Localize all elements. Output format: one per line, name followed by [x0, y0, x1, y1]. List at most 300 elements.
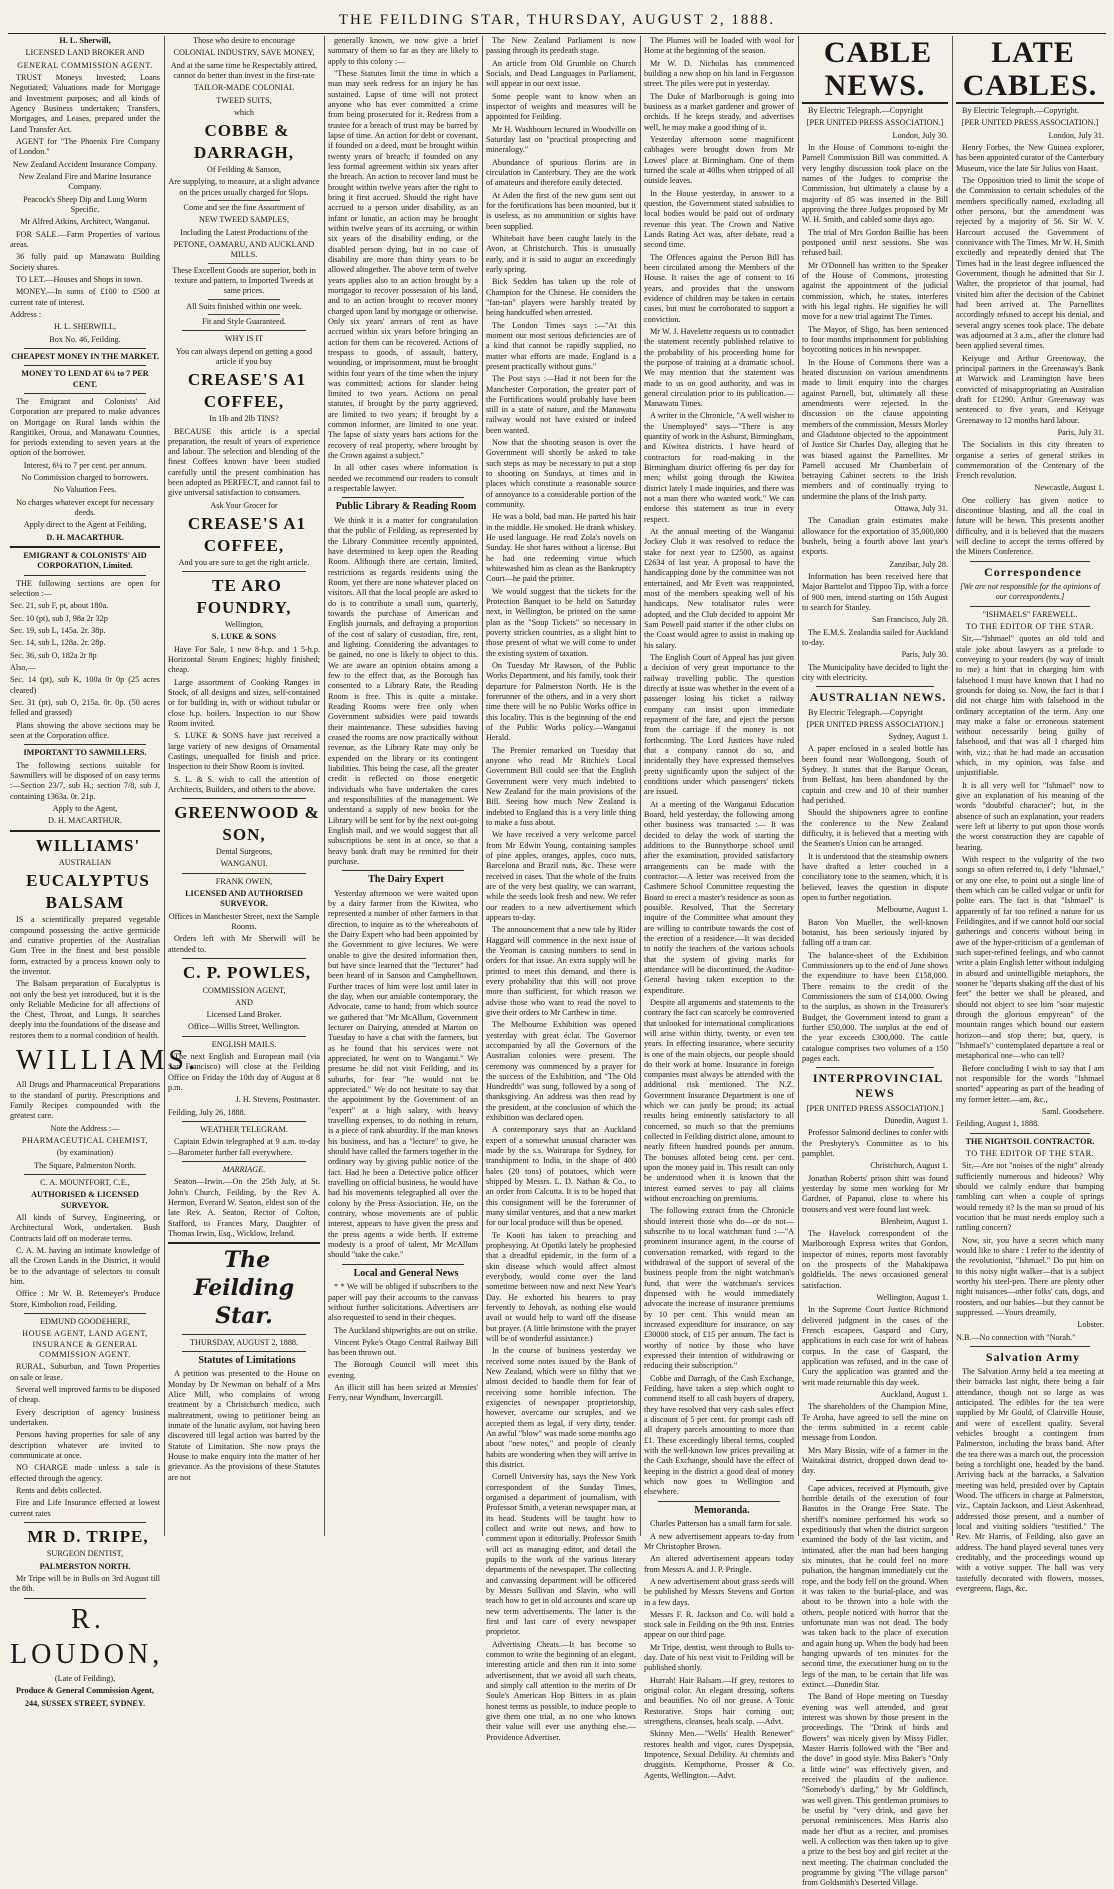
text-paragraph: We would suggest that the tickets for the Protection Banquet to be held on Saturday next, in Wellington, be printed on the same plan as the "Soup Tickets" so necessary in poverty stricken countries, as a slight hint to those present of what we will come to under the existing system of taxation. [486, 586, 636, 658]
text-paragraph: Mr Tripe will be in Bulls on 3rd August till the 8th. [10, 1573, 160, 1594]
section-heading: Statutes of Limitations [198, 1354, 296, 1366]
text-paragraph: PALMERSTON NORTH. [39, 1561, 131, 1571]
column-rule [164, 36, 165, 1536]
text-paragraph: Peacock's Sheep Dip and Lung Worm Specific. [23, 194, 147, 214]
text-paragraph: COLONIAL INDUSTRY, SAVE MONEY, [173, 48, 315, 58]
text-paragraph: Professor Salmond declines to confer with the Presbytery's Committee as to his pamphlet. [802, 1128, 948, 1158]
text-paragraph: Address : [10, 309, 42, 319]
text-paragraph: One colliery has given notice to discontinue blasting, and all the coal in future will be hewn. This presents another difficulty, and it is believed that the masters will decline to accept the terms offered by the Miners Conference. [956, 495, 1104, 557]
column-rule [324, 36, 325, 1536]
column-1 [10, 36, 199, 1708]
display-heading: CREASE'S A1 COFFEE, [187, 514, 307, 555]
text-paragraph: Sir,—Are not "noises of the night" already sufficiently numerous and hideous? Why should we calmly endure that bumping rambling cart when a couple of springs would remedy it? Is the man so proud of his vocation that he must needs employ such a rattling concern? [956, 1161, 1104, 1233]
rule-divider [816, 1067, 934, 1068]
section-heading: Correspondence [984, 564, 1082, 579]
text-paragraph: Skinny Men.—"Wells' Health Renewer" restores health and vigor, cures Dyspepsia, Impotence, Sexual Debility. At chemists and druggists. Kempthorne, Prosser & Co. Agents, Wellington.—Advt. [644, 1729, 794, 1780]
text-paragraph: Dental Surgeons, [215, 847, 273, 857]
text-paragraph: Mr Tripe, dentist, went through to Bulls to-day. Date of his next visit to Feilding will be published shortly. [644, 1642, 794, 1673]
display-heading: EUCALYPTUS BALSAM [26, 871, 150, 912]
display-heading: The Feilding Star. [193, 1247, 295, 1329]
text-paragraph: MARRIAGE. [222, 1165, 266, 1175]
text-paragraph: An article from Old Grumble on Church Socials, and Dead Languages in Parliament, will appear in our next issue. [486, 58, 636, 89]
text-paragraph: The Havelock correspondent of the Marlborough Express writes that Gordon, inspector of mines, reports most favorably on the prospects of the Mahakipawa goldfields. The news occasioned general satisfaction. [802, 1229, 948, 1290]
text-paragraph: [PER UNITED PRESS ASSOCIATION.] [961, 118, 1099, 128]
text-paragraph: THURSDAY, AUGUST 2, 1888. [189, 1337, 299, 1347]
text-paragraph: At a meeting of the Wanganui Education Board, held yesterday, the following among other business was transacted :— It was decided to delay the work of starting the additions to the Bunnythorpe school until after the examination, provided satisfactory arrangements can be made with the contractor.—A letter was received from the Cashmere School Committee requesting the Board to erect a master's residence as soon as possible. Resolved, That the Secretary inquire of the Committee what amount they are willing to contribute towards the cost of the erection of a residence.—It was decided to notify the teachers of the various schools that the system of giving marks for attendance will be discontinued, the Auditor-General having taken exception to the expenditure. [644, 799, 794, 995]
column-rule [640, 36, 641, 1536]
text-paragraph: Fire and Life Insurance effected at lowest current rates [10, 1498, 160, 1518]
text-paragraph: [PER UNITED PRESS ASSOCIATION.] [806, 1103, 944, 1113]
column-rule [798, 36, 799, 1536]
section-heading: Memoranda. [694, 1504, 750, 1516]
text-paragraph: At Aden the first of the new guns sent out for the fortifications has been mounted, but it is useless, as no ammunition or sights have been supplied. [486, 190, 636, 231]
rule-divider [168, 1242, 320, 1244]
text-paragraph: Should the shipowners agree to confine the conference to the New Zealand difficulty, it is believed that a meeting with the Seamen's Union can be arranged. [802, 808, 948, 849]
rule-divider [24, 1174, 146, 1175]
display-heading: C. P. POWLES, [182, 963, 312, 983]
text-paragraph: PHARMACEUTICAL CHEMIST, [21, 1136, 149, 1146]
text-paragraph: The E.M.S. Zealandia sailed for Auckland to-day. [802, 627, 948, 648]
text-paragraph: TAILOR-MADE COLONIAL [193, 83, 295, 93]
text-paragraph: The Socialists in this city threaten to organise a series of general strikes in commemoration of the Centenary of the French revolution. [956, 440, 1104, 481]
text-paragraph: AND [235, 997, 253, 1007]
text-paragraph: [PER UNITED PRESS ASSOCIATION.] [806, 118, 944, 128]
text-paragraph: Sec. 10 (pt), sub J, 98a 2r 32p [10, 613, 108, 623]
text-paragraph: Mr Alfred Atkins, Architect, Wanganui. [20, 217, 150, 227]
text-paragraph: And at the same time be Respectably attired, cannot do better than invest in the first-rate [170, 60, 318, 80]
text-paragraph: C. A. MOUNTFORT, C.E., [40, 1178, 130, 1188]
text-paragraph: "These Statutes limit the time in which a man may seek redress for an injury he has sustained. Lapse of time will not protect anyone who has ever committed a crime from being prosecuted for it. Redress from a trustee for a breach of trust may be barred by lapse of time. An action for debt or covenant, if founded on a deed, must be brought within twenty years of breach; if founded on any less formal agreement within six years after the breach. An action to recover land must be brought within twelve years after the right to bring it first accrued. Should the right have accrued to a person under disability, as an infant or lunatic, an action may be brought within twelve years of its accruing, or within six years of the disability ending, or the disabled person dying, but in no case of disability are more than thirty years to be allowed altogether. The above term of twelve years applies also to an action brought by a mortgagor to recover possession of his land, and to an action brought to recover money charged upon land by mortgage or otherwise. Only six years' arrears of rent as have accrued within six years before bringing an action for them can be recovered. Actions of trespass to goods, of assault, battery, wounding, or imprisonment, must be brought within four years of the time when the injury was committed; actions for slander being limited to two years. Actions on penal statutes, if brought by the party aggrieved, are limited to two years; if brought by a common informer, are limited to one year. The lapse of sixty years bars actions for the recovery of real property, where brought by the Crown against a subject." [328, 68, 478, 461]
text-paragraph: The London Times says :—"At this moment our most serious deficiencies are of a kind that cannot be rapidly supplied, no matter what efforts are made. England is a present practically without guns." [486, 320, 636, 371]
text-paragraph: AUSTRALIAN [58, 858, 112, 868]
text-paragraph: THE NIGHTSOIL CONTRACTOR. [965, 1136, 1095, 1146]
text-paragraph: Zanzibar, July 28. [889, 559, 948, 569]
text-paragraph: Newcastle, August 1. [1034, 483, 1104, 493]
text-paragraph: The balance-sheet of the Exhibition Commissioners up to the end of June shows the expenditure to have been £158,000. There remains to the credit of the Commissioners the sum of £14,000. Owing to the surplus, as shown in the Treasurer's Budget, the Government intend to grant a further £50,000. The surplus at the end of the year exceeds £300,000. The cattle catalogue comprises two volumes of a 150 pages each. [802, 950, 948, 1063]
masthead-rule [8, 33, 1106, 34]
rule-divider [208, 299, 280, 300]
text-paragraph: Those who desire to encourage [193, 36, 295, 45]
text-paragraph: WANGANUI. [220, 859, 268, 869]
text-paragraph: The Auckland shipwrights are out on strike. [334, 1325, 478, 1335]
text-paragraph: The Post says :—Had it not been for the Manchester Corporation, the greater part of the Fortifications would probably have been still in a state of nature, and the Manawatu railway would not have existed or indeed been wanted. [486, 374, 636, 435]
rule-divider [342, 1264, 464, 1265]
text-paragraph: Box No. 46, Feilding. [49, 334, 121, 344]
text-paragraph: You can always depend on getting a good article if you buy [175, 346, 313, 367]
section-heading: Local and General News [353, 1267, 459, 1279]
text-paragraph: A paper enclosed in a sealed bottle has been found near Wollongong, South of Sydney. It states that the Barque Ocean, from Belfast, has been abandoned by the captain and crew and 10 of their number had perished. [802, 744, 948, 806]
column-3 [328, 36, 478, 1536]
text-paragraph: In the House of Commons there was a heated discussion on various amendments made to limit enquiry into the charges against Parnell, but, ultimately all these amendments were rejected. In the discussion on the clause appointing members of the commission, Messrs Morley and Gladstone objected to the appointment of Justice Sir Charles Day, alleging that he was biased against the Parnellites. Mr Parnell accused Mr Chamberlain of betraying Cabinet secrets to the Irish members and of continually trying to undermine the plans of the Irish party. [802, 357, 948, 501]
rule-divider [24, 1598, 146, 1599]
text-paragraph: Sec. 14, sub L, 128a. 2r. 28p. [10, 638, 106, 648]
rule-divider [342, 497, 464, 498]
text-paragraph: Wellington, [224, 620, 264, 630]
rule-divider [970, 606, 1090, 607]
text-paragraph: Cape advices, received at Plymouth, give horrible details of the execution of four Basutos in the Orange Free State. The sheriff's nominee performed his work so expeditiously that when the district surgeon examined the body of the last victim, and intimated, after the man had been hanging six minutes, that he could feel no more pulsation, the hangman immediately cut the rope, and the body fell on the ground. When it was taken to the burial-place, and was about to be thrown into a hole with the others, people noticed with horror that the unfortunate man was not dead. The body was taken back to the place of execution and again hung up. When the body had been hanging upwards of ten minutes for the second time, the executioner hung on to the legs of the man, to be certain that life was extinct.—Dunedin Star. [802, 1483, 948, 1689]
text-paragraph: Office—Willis Street, Wellington. [188, 1022, 300, 1032]
text-paragraph: The Band of Hope meeting on Tuesday evening was well attended, and great interest was shown by those present in the proceedings. The "Drink of birds and flowers" was nicely given by Missy Fidler. Master Harris followed with the "Bee and the dove" in good style. Miss Baker's "Only a little wine" was effectively given, and received the plaudits of the audience. "Somebody's darling," by Mr Goldfinch, was well given. This gentleman promises to be useful by "very drink, and gave her personal reminiscences. Miss Harris also made her d'but as a reciter, and promises well. A collection was then taken up to give a prize to the best boy and girl reciter at the next meeting. The chairman concluded the programme by giving "The village parson" from Goldsmith's Deserted Village. [802, 1692, 948, 1888]
text-paragraph: Interest, 6¼ to 7 per cent. per annum. [23, 460, 147, 470]
display-heading: MR D. TRIPE, [27, 1526, 149, 1546]
text-paragraph: The Offences against the Person Bill has been circulated among the Members of the House. It raises the age of consent to 16 years, and provides that the unsworn evidence of children may be taken in certain cases, but must be corroborated to support a conviction. [644, 252, 794, 324]
rule-divider [208, 263, 280, 264]
text-paragraph: Henry Forbes, the New Guinea explorer, has been appointed curator of the Canterbury Museum, vice the late Sir Julius von Haast. [956, 142, 1104, 173]
text-paragraph: No charges whatever except for necessary deeds. [16, 497, 154, 518]
text-paragraph: Saml. Goodsehere. [1041, 1106, 1104, 1116]
text-paragraph: And you are sure to get the right article. [178, 557, 310, 567]
rule-divider [970, 1133, 1090, 1134]
text-paragraph: All Suits finished within one week. [186, 301, 302, 311]
text-paragraph: Every description of agency business undertaken. [10, 1407, 160, 1427]
section-heading: Public Library & Reading Room [335, 501, 477, 513]
text-paragraph: The announcement that a new tale by Rider Haggard will commence in the next issue of the Yeoman is causing numbers to send in orders for that issue. An extra supply will be printed to meet this demand, and there is every probability that this will not prove more than sufficient, for which reason we advise those who want to read the novel to give their orders to Mr Carthew in time. [486, 925, 636, 1017]
rule-divider [658, 1501, 780, 1502]
text-paragraph: TO LET.—Houses and Shops in town. [16, 274, 143, 284]
section-heading: INTERPROVINCIAL NEWS [812, 1071, 944, 1101]
text-paragraph: IMPORTANT TO SAWMILLERS. [23, 748, 147, 758]
text-paragraph: N.B.—No connection with "Norah." [956, 1332, 1076, 1342]
rule-divider [182, 798, 306, 799]
text-paragraph: Yesterday afternoon we were waited upon by a dairy farmer from the Kiwitea, who represented a number of other farmers in that direction, to inquire as to the whereabouts of the Dairy Expert who had been appointed by the Government to give lectures. We were unable to give the desired information then, but have since learned that the "lecturer" had been heard of in Sanson and Campbelltown. Further traces of him were lost until later in the day, when our amiable contemporary, the Advocate, came to hand; from which source we gathered that "Mr McAllum, Government lecturer on Dairying, attended at Marton on Tuesday to have a chat with the farmers, but as he found that his services were not appreciated, he went on to Wanganui." We presume he did not visit Feilding, and its suburbs, for fear "he would not be appreciated." We do not hesitate to say that the appointment by the Government of an "expert" at a high salary, with heavy travelling expenses, to do nothing in return, is a piece of rank absurdity. If the man knows his business, and has a "lecture" to give, he should have called the farmers together in the ordinary way by giving public notice of the fact. Had he been a Detective police officer travelling on official business, he would have had his movements telegraphed all over the colony by the Press Association. He, on the contrary, whose movements are of public interest, appears to have given the press and the press agents a wide berth. If extreme modesty is a proof of talent, Mr McAllum should "take the cake." [328, 888, 478, 1260]
section-heading: AUSTRALIAN NEWS. [809, 690, 947, 705]
text-paragraph: London, July 30. [892, 130, 948, 140]
rule-divider [970, 561, 1090, 562]
text-paragraph: Mrs Mary Bissin, wife of a farmer in the Waitakirai district, dropped down dead to-day. [802, 1445, 948, 1476]
text-paragraph: RURAL, Suburban, and Town Properties on sale or lease. [10, 1362, 160, 1382]
text-paragraph: Come and see the fine Assortment of [183, 203, 305, 213]
text-paragraph: Sec. 31 (pt), sub O, 215a. 0r. 0p. (50 acres felled and grassed) [10, 698, 160, 718]
text-paragraph: A contemporary says that an Auckland expert of a somewhat unusual character was made by the s.s. Wairarapa for Sydney, for transhipment to India, in the shape of 400 bales (20 tons) of potatoes, which were shipped by Messrs. L. D. Nathan & Co., to an order from Calcutta. It is to be hoped that this consignment will be the forerunner of many similar ventures, and that a new market for our local produce will thus be opened. [486, 1125, 636, 1228]
rule-divider [182, 1334, 306, 1335]
masthead [0, 0, 1114, 34]
text-paragraph: Advertising Cheats.—It has become so common to write the beginning of an elegant, interesting article and then run it into some advertisement, that we avoid all such cheats, and simply call attention to the merits of Dr Soule's American Hop Bitters in as plain honest terms as possible, to induce people to give them one trial, as no one who knows their value will ever use anything else.—Providence Advertiser. [486, 1639, 636, 1742]
text-paragraph: On Tuesday Mr Rawson, of the Public Works Department, and his family, took their departure for Palmerston North. He is the forerunner of the others, and in a very short time there will be no Public Works office in this locality. This is the beginning of the end of the Public Works policy.—Wanganui Herald. [486, 661, 636, 743]
text-paragraph: Large assortment of Cooking Ranges in Stock, of all designs and sizes, self-contained or for building in, with or without tubular or close h.p. boilers. Inspection to our Show Room invited. [168, 677, 320, 729]
text-paragraph: Sec. 14 (pt), sub K, 100a 0r 0p (25 acres cleared) [10, 675, 160, 695]
text-paragraph: Bick Sedden has taken up the role of Champion for the Chinese. He considers the "fan-tan" players were harshly treated by being handcuffed when arrested. [486, 277, 636, 318]
text-paragraph: D. H. MACARTHUR. [46, 532, 124, 542]
column-rule [952, 36, 953, 1536]
text-paragraph: H. L. Sherwill, [59, 36, 111, 45]
rule-divider [208, 314, 280, 315]
text-paragraph: The Emigrant and Colonists' Aid Corporation are prepared to make advances on Mortgage on Rural lands within the Rangitikei, Oroua, and Manawatu Counties, for periods extending to seven years at the option of the borrower. [10, 396, 160, 458]
rule-divider [24, 393, 146, 394]
rule-divider [24, 348, 146, 349]
masthead-title: THE FEILDING STAR, THURSDAY, AUGUST 2, 1888. [338, 12, 776, 28]
text-paragraph: ENGLISH MAILS. [211, 1039, 277, 1049]
rule-divider [10, 546, 160, 548]
text-paragraph: Have For Sale, 1 new 8-h.p. and 1 5-h.p. Horizontal Steam Engines; highly finished; cheap. [168, 644, 320, 675]
rule-divider [24, 575, 146, 576]
text-paragraph: The Square, Palmerston North. [34, 1160, 136, 1170]
text-paragraph: In the House of Commons to-night the Parnell Commission Bill was committed. A very lengthy discussion took place on the names of the Judges to comprise the Commission, but ultimately a clause by a majority of 85 was inserted in the Bill approving the three Judges proposed by Mr W. H. Smith, and cabled some days ago. [802, 142, 948, 225]
rule-divider [24, 1313, 146, 1314]
text-paragraph: IS a scientifically prepared vegetable compound possessing the active germicide and curative properties of the Australian Gum Tree in the finest and best possible form, extracted by a process known only to the inventor. [10, 915, 160, 976]
text-paragraph: HOUSE AGENT, LAND AGENT, INSURANCE & GENERAL COMMISSION AGENT. [22, 1329, 148, 1359]
text-paragraph: By Electric Telegraph.—Copyright. [962, 106, 1080, 115]
text-paragraph: (by examination) [56, 1148, 114, 1158]
text-paragraph: The Melbourne Exhibition was opened yesterday with great éclat. The Governor accompanied by all the Governors of the Australian colonies were present. The ceremony was commenced by a prayer for the success of the Exhibition, and "The Old Hundredth" was sung, followed by a song of thanksgiving. An address was then read by the president, at the conclusion of which the exhibition was declared open. [486, 1020, 636, 1123]
text-paragraph: THE following sections are open for selection :— [10, 578, 160, 599]
text-paragraph: The following sections suitable for Sawmillers will be disposed of on easy terms :—Section 23/7, sub H.; section 7/8, sub J, containing 1363a. 0r. 21p. [10, 760, 160, 801]
text-paragraph: Ottawa, July 31. [894, 504, 948, 514]
text-paragraph: 244, SUSSEX STREET, SYDNEY. [24, 1698, 146, 1708]
text-paragraph: An altered advertisement appears today from Messrs A. and J. P. Pringle. [644, 1554, 794, 1574]
text-paragraph: SURGEON DENTIST, [46, 1549, 124, 1559]
text-paragraph: LICENSED AND AUTHORISED SURVEYOR. [185, 889, 303, 909]
text-paragraph: Licensed Land Broker. [206, 1010, 282, 1020]
text-paragraph: In the House yesterday, in answer to a question, the Government stated subsidies to local bodies would be paid out of ordinary revenue this year. The Crown and Native Lands Rating Act was, after debate, read a second time. [644, 188, 794, 250]
display-heading: TE ARO FOUNDRY, [196, 576, 292, 617]
rule-divider [816, 1480, 934, 1481]
text-paragraph: AUTHORISED & LICENSED SURVEYOR. [31, 1190, 139, 1210]
text-paragraph: The Balsam preparation of Eucalyptus is not only the best yet introduced, but it is the only Reliable Medicine for all affections of the Chest, Throat, and Lungs. It searches deeply into the foundations of the disease and restores them to a normal condition of health. [10, 979, 160, 1040]
text-paragraph: Several well improved farms to be disposed of cheap. [10, 1384, 160, 1405]
text-paragraph: Hurrah! Hair Balsam.—If grey, restores to original color. An elegant dressing, softens and beautifies. No oil nor grease. A Tonic Restorative. Stops hair coming out; strengthens, cleanses, heals scalp. —Advt. [644, 1675, 794, 1727]
text-paragraph: Offices in Manchester Street, next the Sample Rooms. [168, 911, 320, 932]
text-paragraph: [We are not responsible for the opinions of our correspondents.] [960, 581, 1100, 602]
text-paragraph: The next English and European mail (via San Francisco) will close at the Feilding Office on Friday the 10th day of August at 8 p.m. [168, 1052, 320, 1093]
text-paragraph: In 1lb and 2lb TINS? [209, 414, 279, 424]
text-paragraph: Paris, July 31. [1057, 427, 1104, 437]
text-paragraph: Ask Your Grocer for [210, 500, 278, 510]
text-paragraph: Melbourne, August 1. [876, 905, 948, 915]
display-heading: R. LOUDON, [10, 1603, 164, 1670]
text-paragraph: Fit and Style Guaranteed. [202, 317, 286, 327]
text-paragraph: FRANK OWEN, [215, 876, 273, 886]
display-heading: CABLE NEWS. [802, 36, 948, 104]
text-paragraph: Produce & General Commission Agent, [16, 1686, 154, 1696]
text-paragraph: Including the Latest Productions of the [180, 227, 308, 237]
text-paragraph: Sec. 21, sub F, pt, about 180a. [10, 601, 109, 611]
text-paragraph: These Excellent Goods are superior, both in texture and pattern, to Imported Tweeds at same prices. [172, 265, 316, 296]
rule-divider [342, 870, 464, 871]
text-paragraph: Whitebait have been caught lately in the Avon, at Christchurch. This is unusually early, and it is said to augur an exceedingly early spring. [486, 233, 636, 274]
rule-divider [182, 330, 306, 331]
text-paragraph: Seaton—Irwin.—On the 25th July, at St. John's Church, Feilding, by the Rev A. Hermon, Everard W. Seaton, eldest son of the late Rev. A. Seaton, Rector of Colton, Stafford, to Frances Mary, Daughter of Thomas Irwin, Esq., Wicklow, Ireland. [168, 1177, 320, 1239]
display-heading: WILLIAMS' [35, 835, 141, 855]
text-paragraph: LICENSED LAND BROKER AND [25, 48, 145, 58]
rule-divider [24, 744, 146, 745]
text-paragraph: Persons having properties for sale of any description whatever are invited to communicate at once. [10, 1430, 160, 1460]
text-paragraph: TRUST Moneys Invested; Loans Negotiated; Valuations made for Mortgage and Investment purposes; and all kinds of Agency Business undertaken; Transfers, Mortgages, and Leases, prepared under the Land Transfer Act. [10, 72, 160, 134]
text-paragraph: H. L. SHERWILL, [53, 322, 117, 332]
text-paragraph: AGENT for "The Phoenix Fire Company of London." [10, 136, 160, 157]
section-heading: The Dairy Expert [368, 874, 444, 886]
rule-divider [182, 571, 306, 572]
text-paragraph: CHEAPEST MONEY IN THE MARKET. [11, 351, 159, 361]
text-paragraph: S. L. & S. wish to call the attention of Architects, Builders, and others to the above. [168, 774, 320, 794]
text-paragraph: The Mayor, of Sligo, has been sentenced to four months imprisonment for publishing boycotting notices in his newspaper. [802, 324, 948, 355]
text-paragraph: The Plumes will be loaded with wool for Home at the beginning of the season. [644, 36, 794, 56]
text-paragraph: which [233, 107, 254, 117]
text-paragraph: Mr W. J. Havelette requests us to contradict the statement recently published relative to the probability of his proceeding home for the purpose of training at a dramatic school. We may mention that the statement was made to us on good authority, and was in general circulation prior to its publication.—Manawatu Times. [644, 326, 794, 409]
text-paragraph: Note the Address :— [50, 1123, 120, 1133]
text-paragraph: EMIGRANT & COLONISTS' AID CORPORATION, Limited. [23, 551, 147, 571]
text-paragraph: We have received a very welcome parcel from Mr Edwin Young, containing samples of pine apples, oranges, apples, coco nuts, Barcelona and Brazil nuts, &c. These were received in cases. That the whole of the fruits are of the very best quality, we can warrant, while the seeds look fresh and new. We refer our readers to a new advertisement which appears to-day. [486, 830, 636, 922]
text-paragraph: Also,— [10, 663, 36, 673]
text-paragraph: MONEY.—In sums of £100 to £500 at current rate of interest. [10, 287, 160, 307]
text-paragraph: Are supplying, to measure, at a slight advance on the prices usually charged for Slops. [168, 177, 320, 197]
rule-divider [182, 1161, 306, 1162]
text-paragraph: All kinds of Survey, Engineering, or Architectural Work, undertaken. Bush Contracts laid off on moderate terms. [10, 1213, 160, 1243]
text-paragraph: Office : Mr W. B. Retemeyer's Produce Store, Kimbolton road, Feilding. [10, 1289, 160, 1309]
text-paragraph: Captain Edwin telegraphed at 9 a.m. to-day :—Barometer further fall everywhere. [168, 1137, 320, 1157]
text-paragraph: The trial of Mrs Gordon Baillie has been postponed until next sessions. She was refused bail. [802, 227, 948, 258]
text-paragraph: FOR SALE.—Farm Properties of various areas. [10, 229, 160, 249]
rule-divider [24, 1522, 146, 1523]
text-paragraph: The English Court of Appeal has just given a decision of very great importance to the railway travelling public. The question directly at issue was whether in the event of a passenger losing his ticket a railway company can insist upon immediate repayment of the fare, and eject the person from the carriage if the money is not forthcoming. The Lord Justices have ruled that a company cannot do so, and incidentally they have expressed themselves pretty significantly upon the subject of the conditions under which passengers' tickets are issued. [644, 653, 794, 797]
text-paragraph: Jonathan Roberts' prison shirt was found yesterday by some men working for Mr Gardner, of Papanui, close to where his trousers and vest were found last week. [802, 1173, 948, 1214]
text-paragraph: A petition was presented to the House on Monday by Dr Newman on behalf of a Mrs Alice Mill, who complains of wrong treatment by a Christchurch medico, such maltreatment, owing to petitioner being an inmate of the lunatic asylum, not having been discovered till legal action was barred by the Statute of Limitation. She now prays the House to make enquiry into the matter of her grievance. As the provisions of these Statutes are not [168, 1369, 320, 1482]
rule-divider [816, 686, 934, 687]
text-paragraph: By Electric Telegraph.—Copyright [808, 106, 924, 115]
text-paragraph: Keiyuge and Arthur Greenoway, the principal partners in the Greenaway's Bank at Warwick and Leamington have been convicted of misappropriating an Australian draft for £1290. Arthur Greenaway was sentenced to five years, and Keiyuge Greenaway to 12 months hard labour. [956, 353, 1104, 425]
text-paragraph: Sec. 36, sub O, 182a 2r 8p [10, 650, 97, 660]
rule-divider [970, 1346, 1090, 1347]
column-7 [956, 36, 1104, 1593]
text-paragraph: The Borough Council will meet this evening. [328, 1360, 478, 1380]
text-paragraph: Information has been received here that Major Barttelot and Tippoo Tip, with a force of 900 men, intend starting on 15th August to search for Stanley. [802, 572, 949, 613]
rule-divider [208, 200, 280, 201]
column-rule [482, 36, 483, 1536]
text-paragraph: 36 fully paid up Manawatu Building Society shares. [10, 252, 160, 272]
text-paragraph: Despite all arguments and statements to the contrary the fact can scarcely be controverted that unlooked for international complications will arise within thirty, twenty, or even ten years. In effecting insurance, where security is one of the main objects, our people should do their work at home. Insurance in foreign companies must always be attended with the additional risk mentioned. The N.Z. Government Insurance Department is one of which we can justly be proud; its actual results being eminently satisfactory to all concerned, so much so that the premiums collected in Feilding district alone, amount to nearly fifteen hundred pounds per annum. The bonuses alloted being cent. per cent. upon the money paid in. This result can only be understood when it is known that the interest earned serves to pay all claims without encroaching on premiums. [644, 997, 794, 1204]
text-paragraph: Sir,—"Ishmael" quotes an old told and stale joke about lawyers as a prelude to conveying to your readers (by way of insult to me) a hint that in charging him with falsehood I must have known that I had no grounds for doing so. Now, the fact is that I did not charge him with falsehood in the ordinary acceptation of the term. Any one may make a false or erroneous statement without necessarily being guilty of falsehood, and that was all I charged him with, viz.; that he had made an accusation which, in my opinion, was false and unjustifiable. [956, 634, 1104, 778]
text-paragraph: Orders left with Mr Sherwill will be attended to. [168, 934, 320, 954]
display-heading: COBBE & DARRAGH, [193, 121, 295, 162]
text-paragraph: Messrs F. R. Jackson and Co. will hold a stock sale in Feilding on the 9th inst. Entries appear on our third page. [644, 1609, 794, 1640]
text-paragraph: Apply direct to the Agent at Feilding, [23, 520, 147, 530]
display-heading: GREENWOOD & SON, [174, 803, 320, 844]
text-paragraph: generally known, we now give a brief summary of them so far as they are likely to apply to this colony :— [328, 36, 478, 66]
text-paragraph: EDMUND GOODEHERE, [39, 1316, 131, 1326]
text-paragraph: The Premier remarked on Tuesday that anyone who read Mr Ritchie's Local Government Bill could see that the English Government were very much indebted to New Zealand for the main provisions of the Bill. Seeing how much New Zealand is indebted to England this is a very little thing to make a fuss about. [486, 745, 636, 827]
text-paragraph: Wellington, August 1. [876, 1293, 948, 1303]
text-paragraph: Lobster. [1077, 1320, 1104, 1330]
rule-divider [182, 1121, 306, 1122]
text-paragraph: The Salvation Army held a tea meeting at their barracks last night, there being a fair attendance, though not so large as was anticipated. The edibles for the tea were supplied by Mr Gould, of Clairville House, and were of excellent quality. Several vehicles brought a contingent from Palmerston, including the brass band. After the tea there was a march out, the procession being a torchlight one, headed by the band. Arriving back at the barracks, a Salvation meeting was held, presided over by Captain Wood. The officers in charge at Palmerston, viz., Captain Jackson, and Lieut Askenhead, addressed those present, and a number of local and visiting soldiers "testified." The Rev. Mr Harris, of Feilding, also gave an address. The band played several tunes very creditably, and the proceedings wound up with a votive supper. The hall was very tastefully decorated with flowers, mosses, evergreens, flags, &c. [956, 1366, 1104, 1593]
rule-divider [10, 830, 160, 832]
text-paragraph: PETONE, OAMARU, AND AUCKLAND MILLS. [173, 240, 315, 260]
text-paragraph: Cobbe and Darragh, of the Cash Exchange, Feilding, have taken a step which ought to commend itself to all cash buyers of drapery, they have resolved that very cash sales effect a discount of 5 per cent. for prompt cash off all drapery parcels amounting to more than £1. These exceedingly liberal terms, coupled with the well-known low prices prevailing at the Cash Exchange, should have the effect of keeping in the district a good deal of money which now goes to Wellington and elsewhere. [644, 1373, 794, 1497]
text-paragraph: Apply to the Agent, [52, 804, 118, 813]
text-paragraph: A new advertisement about grass seeds will be published by Messrs Stevens and Gorton in a few days. [644, 1576, 794, 1607]
text-paragraph: Baron Von Mueller, the well-known botanist, has been seriously injured by falling off a tram car. [802, 917, 948, 948]
text-paragraph: Now that the shooting season is over the Government will shortly be asked to take such steps as may be necessary to put a stop to shooting on Sundays, at times and in places which constitute a reasonable source of annoyance to a considerable portion of the community. [486, 438, 636, 510]
column-6 [802, 36, 949, 1888]
section-heading: Salvation Army [985, 1349, 1081, 1364]
text-paragraph: Plans showing the above sections may be seen at the Corporation office. [10, 720, 160, 741]
text-paragraph: With respect to the vulgarity of the two songs so often referred to, I defy "Ishmael," or any one else, to point out a single line of them which can be called vulgar or unfit for polite ears. The fact is that "Ishmael" is apparently of far too refined a nature for us Feildingites, and if we cannot hold our social gatherings and concerts without being in awe of the hyper-criticism of a gentleman of such super-refined feelings, and who cannot write a plain English letter without indulging in absurd and unintelligible metaphors, the sooner he "departs shaking off the dust of his feet" the better we shall be pleased, and should not object to see him "soar majestic through the glorious empyrean" of the mountain ranges which bound our eastern horizon—and stop there; but, query, is "Ishmael's" contemplated departure a real or metaphorical one—who can tell? [956, 855, 1104, 1061]
text-paragraph: D. H. MACARTHUR. [48, 816, 122, 826]
text-paragraph: No Commission charged to borrowers. [21, 473, 149, 483]
rule-divider [182, 873, 306, 874]
text-paragraph: Sec. 19, sub L, 145a. 2r. 38p. [10, 626, 106, 636]
text-paragraph: In the course of business yesterday we received some notes issued by the Bank of New Zealand, which were so filthy that we almost decided to handle them for fear of receiving some horrible infection. The exigencies of newspaper proprietorship, however, overcame our scruples, and we accepted them as legal, if very dirty, tender. An awful "blow" was made some months ago about "new notes," and people of cleanly habits are wondering when they will arrive in this district. [486, 1346, 636, 1469]
text-paragraph: Paris, July 30. [901, 650, 948, 660]
text-paragraph: Auckland, August 1. [880, 1390, 948, 1400]
column-4 [486, 36, 636, 1742]
text-paragraph: Feilding, July 26, 1888. [168, 1107, 246, 1117]
text-paragraph: It is understood that the steamship owners have drafted a letter couched in a conciliatory tone to the seamen, which, it is believed, leaves the question in dispute open to further negotiation. [802, 851, 948, 903]
rule-divider [182, 958, 306, 959]
text-paragraph: A new advertisement appears to-day from Mr Christopher Brown. [644, 1531, 794, 1551]
text-paragraph: A writer in the Chronicle, "A well wisher to the Unemployed" says—"There is any quantity of work in the Ashurst, Birmingham, and Kiwitea districts. I have heard of contractors for road-making in the Birmingham district offering 6s per day for men; whilst going through the Kiwitea district lately I made inquiries, and there was not a man there who wanted work." We can endorse this statement as true in every respect. [644, 411, 794, 524]
text-paragraph: Some people want to know when an inspector of weights and measures will be appointed for Feilding. [486, 91, 636, 122]
text-paragraph: Sydney, August 1. [888, 732, 948, 742]
text-paragraph: Cornell University has, says the New York correspondent of the Sunday Times, organised a department of journalism, with Professor Smith, a veteran newspaper man, at its head. Students will be taught how to collect and write out news, and how to comment upon it editorially. Professor Smith will act as managing editor, and detail the pupils to the work of the various literary departments of the newspaper. The collecting and canvassing department will be officered by Messrs Sullivan and Slavin, who will teach how to get in old accounts and scare up new term advertisements. The latter is the first and last care of every newspaper proprietor. [486, 1472, 636, 1637]
text-paragraph: COMMISSION AGENT, [202, 985, 286, 995]
text-paragraph: Charles Patterson has a small farm for sale. [650, 1519, 792, 1529]
text-paragraph: Now, sir, you have a secret which many would like to share : I refer to the identity of the revolutionist, "Ishmael." Do put him on to this noisy night walker—that is a subject worthy his steel-pen. There are plenty other night nuisances—other folks' cats, dogs, and roosters, and our babies—but they cannot be suppressed. —Yours dreamily, [956, 1235, 1104, 1317]
text-paragraph: The following extract from the Chronicle should interest those who do—or do not—subscribe to to local watchman fund :—"A prominent insurance agent, in the course of conversation remarked, with regard to the withdrawal of the support of several of the business people from the night watchman's fund, that were the watchman's services dispensed with he would immediately advocate the increase of insurance premiums by 10 per cent. This would mean an increased expenditure for insurance, on say £30000 stock, of £15 per annum. The fact is worthy of notice by those who have expressed their intention of withdrawing or reducing their subscription." [644, 1206, 794, 1371]
text-paragraph: No Valuation Fees. [53, 485, 117, 495]
text-paragraph: C. A. M. having an intimate knowledge of all the Crown Lands in the District, it would be to the advantage of selectors to consult him. [10, 1246, 160, 1286]
text-paragraph: TO THE EDITOR OF THE STAR. [965, 621, 1095, 631]
text-paragraph: WHY IS IT [224, 334, 264, 344]
rule-divider [182, 1351, 306, 1352]
text-paragraph: BECAUSE this article is a special preparation, the result of years of experience and labour. The selection and blending of the finest Coffees known have been studied carefully until the present combination has been adopted as PERFECT, and cannot fail to give universal satisfaction to consumers. [168, 426, 320, 498]
rule-divider [182, 1036, 306, 1037]
text-paragraph: By Electric Telegraph.—Copyright [808, 707, 924, 717]
text-paragraph: The New Zealand Parliament is now passing through its predeath stage. [486, 36, 636, 56]
text-paragraph: Abundance of spurious florins are in circulation in Canterbury. They are the work of amateurs and therefore easily detected. [486, 157, 636, 188]
text-paragraph: Mr H. Washbourn lectured in Woodville on Saturday last on "practical prospecting and mineralogy." [486, 124, 636, 155]
text-paragraph: S. LUKE & SONS [211, 632, 277, 642]
text-paragraph: Christchurch, August 1. [870, 1161, 948, 1171]
text-paragraph: Mr O'Donnell has written to the Speaker of the House of Commons, protesting against the appointment of the judicial commission, which, he states, interferes with his legal rights. He signifies he will move for a new trial against The Times. [802, 260, 948, 322]
text-paragraph: Blenheim, August 1. [880, 1216, 948, 1226]
display-heading: CREASE'S A1 COFFEE, [187, 370, 307, 411]
text-paragraph: MONEY TO LEND AT 6¼ to 7 PER CENT. [21, 369, 149, 389]
text-paragraph: New Zealand Fire and Marine Insurance Company. [18, 171, 152, 192]
rule-divider [24, 365, 146, 366]
text-paragraph: An illicit still has been seized at Mensies' Ferry, near Wyndham, Invercargill. [328, 1383, 478, 1403]
text-paragraph: Rents and debts collected. [16, 1485, 102, 1495]
text-paragraph: (Late of Feilding), [54, 1674, 116, 1684]
text-paragraph: TWEED SUITS, [216, 95, 272, 105]
column-5 [644, 36, 794, 1780]
text-paragraph: San Francisco, July 28. [871, 615, 948, 625]
text-paragraph: GENERAL COMMISSION AGENT. [17, 60, 153, 70]
text-paragraph: Feilding, August 1, 1888. [956, 1119, 1040, 1129]
text-paragraph: Of Feilding & Sanson, [206, 165, 282, 175]
text-paragraph: NO CHARGE made unless a sale is effected through the agency. [10, 1463, 160, 1483]
text-paragraph: In all other cases where information is needed we recommend our readers to consult a respectable lawyer. [328, 463, 478, 494]
text-paragraph: Dunedin, August 1. [884, 1115, 948, 1125]
text-paragraph: The shareholders of the Champion Mine, Te Aroha, have agreed to sell the mine on the terms submitted in a recent cable message from London. [802, 1402, 948, 1443]
text-paragraph: J. H. Stevens, Postmaster. [235, 1095, 320, 1105]
text-paragraph: We think it is a matter for congratulation that the public of Feilding, as represented by the Library Committee recently appointed, have determined to keep open the Reading Room. Although there are certain, limited, restrictions as regards residents using the Room, yet there are none whatever placed on visitors. All that the local people are asked to do is to contribute a small sum, quarterly, towards the purchase of American and English journals, and defraying a proportion of the cost of salary of custodian, fire, rent, and lighting. Considering the advantages to be gained, no one is likely to object to this. We are aware an opinion obtains among a few to the effect that, as the Borough has consented to a Library Rate, the Reading Room is free. This is quite a mistake. Reading Rooms were free only when Government subsidies were paid towards their maintenance. These subsidies having ceased the rooms are now practically without revenue, as the Library Rate may only be expended on the library or its contingent liabilities. This being the case, all the greater credit is reflected on those energetic individuals who have undertaken the cares and responsibilities of the management. We understand a supply of new books for the Library will be sent for by the next out-going English mail, and we would suggest that all subscriptions be sent in at once, so that a heavy bank draft may be remitted for their purchase. [328, 516, 478, 866]
text-paragraph: All Drugs and Pharmaceutical Preparations to the standard of purity. Prescriptions and Family Recipes compounded with the greatest care. [10, 1080, 160, 1121]
text-paragraph: The Canadian grain estimates make allowance for the exportation of 35,000,000 bushels, being a fourth above last year's exports. [802, 516, 948, 557]
text-paragraph: The Municipality have decided to light the city with electricity. [802, 662, 948, 683]
text-paragraph: In the Supreme Court Justice Richmond delivered judgment in the cases of the French escapees, Gaspard and Cury, applications in each case for writ of habeas corpus. In the case of Gaspard, the application was refused, and in the case of Cury the application was granted and the writ made returnable this day week. [802, 1305, 948, 1387]
text-paragraph: The Duke of Marlborough is going into business as a market gardener and grower of orchids. If he keeps steady, and advertises well, he may make a good thing of it. [644, 91, 794, 132]
text-paragraph: Te Kooti has taken to preaching and prophesying. At Opotiki lately he prophesied that a dreadful epidemic, in the form of a skin disease which would affect almost everybody, would come over the land sometime between now and next New Year's Day. He exhorted his hearers to pray fervently to Jehovah, as nothing else would avail or would help to ward off the disease but prayer. (A little brimstone with the prayer will be of wonderful assistance.) [486, 1230, 636, 1344]
text-paragraph: [PER UNITED PRESS ASSOCIATION.] [806, 719, 944, 729]
text-paragraph: WEATHER TELEGRAM. [200, 1125, 288, 1135]
text-paragraph: New Zealand Accident Insurance Company. [12, 159, 158, 169]
text-paragraph: NEW TWEED SAMPLES, [199, 215, 289, 225]
text-paragraph: London, July 31. [1048, 130, 1104, 140]
text-paragraph: TO THE EDITOR OF THE STAR. [965, 1148, 1095, 1158]
text-paragraph: S. LUKE & SONS have just received a large variety of new designs of Ornamental Castings, unequalled for finish and price. Inspection to their Show Room is invited. [168, 731, 320, 772]
text-paragraph: Vincent Pyke's Otago Central Railway Bill has been thrown out. [328, 1337, 478, 1358]
text-paragraph: Mr W. D. Nicholas has commenced building a new shop on his land in Fergusson street. The piles were put in yesterday. [644, 58, 794, 89]
